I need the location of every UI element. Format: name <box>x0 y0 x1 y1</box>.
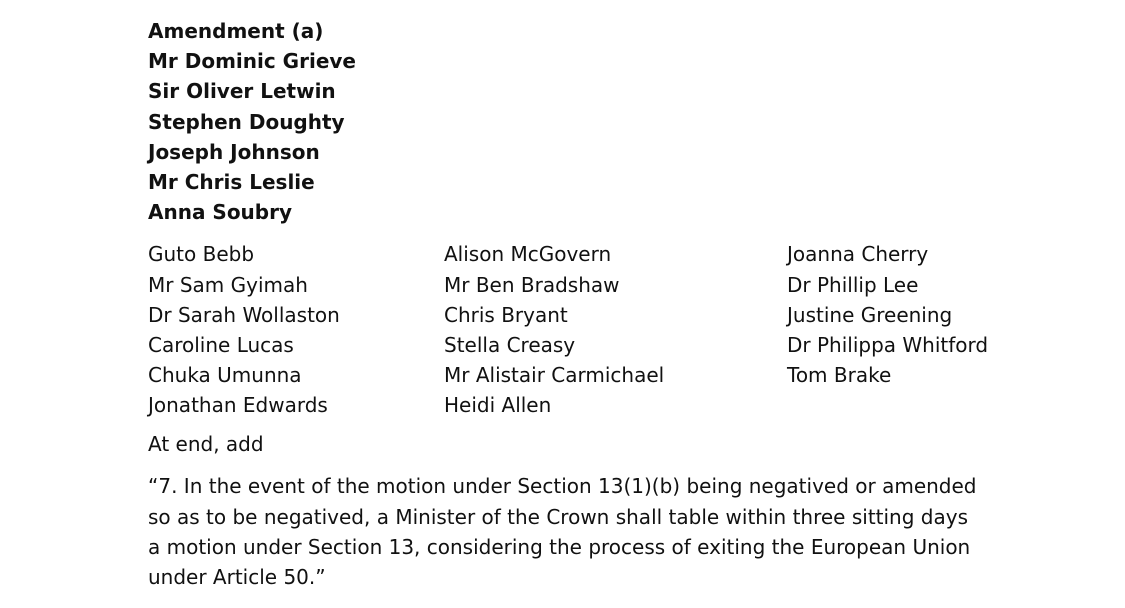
supporter-name: Dr Sarah Wollaston <box>148 302 340 327</box>
supporter-block <box>148 239 1048 421</box>
sponsor-name: Joseph Johnson <box>148 139 320 164</box>
supporter-column-2 <box>444 239 664 420</box>
sponsor-name: Sir Oliver Letwin <box>148 79 336 104</box>
supporter-name: Mr Sam Gyimah <box>148 272 308 297</box>
sponsor-name: Anna Soubry <box>148 200 293 225</box>
supporter-name: Mr Alistair Carmichael <box>444 363 665 388</box>
amendment-line: a motion under Section 13, considering the process of exiting the European Union <box>148 534 971 559</box>
supporter-name: Mr Ben Bradshaw <box>444 272 620 297</box>
supporter-name: Tom Brake <box>787 363 892 388</box>
instruction-text: At end, add <box>148 432 264 457</box>
supporter-name: Justine Greening <box>787 302 953 327</box>
supporter-name: Jonathan Edwards <box>148 393 328 418</box>
supporter-name: Chuka Umunna <box>148 363 302 388</box>
sponsor-block <box>148 16 1048 227</box>
supporter-column-1 <box>148 239 340 420</box>
sponsor-name: Mr Dominic Grieve <box>148 49 356 74</box>
supporter-name: Caroline Lucas <box>148 333 294 358</box>
amendment-line: under Article 50.” <box>148 565 326 590</box>
amendment-body <box>148 471 1018 592</box>
supporter-name: Stella Creasy <box>444 333 576 358</box>
supporter-name: Dr Philippa Whitford <box>787 333 989 358</box>
supporter-name: Guto Bebb <box>148 242 255 267</box>
sponsor-name: Stephen Doughty <box>148 109 345 134</box>
amendment-line: so as to be negatived, a Minister of the Crown shall table within three sitting days <box>148 504 968 529</box>
supporter-name: Dr Phillip Lee <box>787 272 919 297</box>
supporter-name: Joanna Cherry <box>787 242 929 267</box>
amendment-heading: Amendment (a) <box>148 19 324 43</box>
sponsor-name: Mr Chris Leslie <box>148 170 315 195</box>
amendment-document <box>148 16 1048 592</box>
supporter-column-3 <box>787 239 988 390</box>
supporter-name: Chris Bryant <box>444 302 568 327</box>
supporter-name: Heidi Allen <box>444 393 552 418</box>
supporter-name: Alison McGovern <box>444 242 612 267</box>
amendment-line: “7. In the event of the motion under Section 13(1)(b) being negatived or amended <box>148 474 977 499</box>
